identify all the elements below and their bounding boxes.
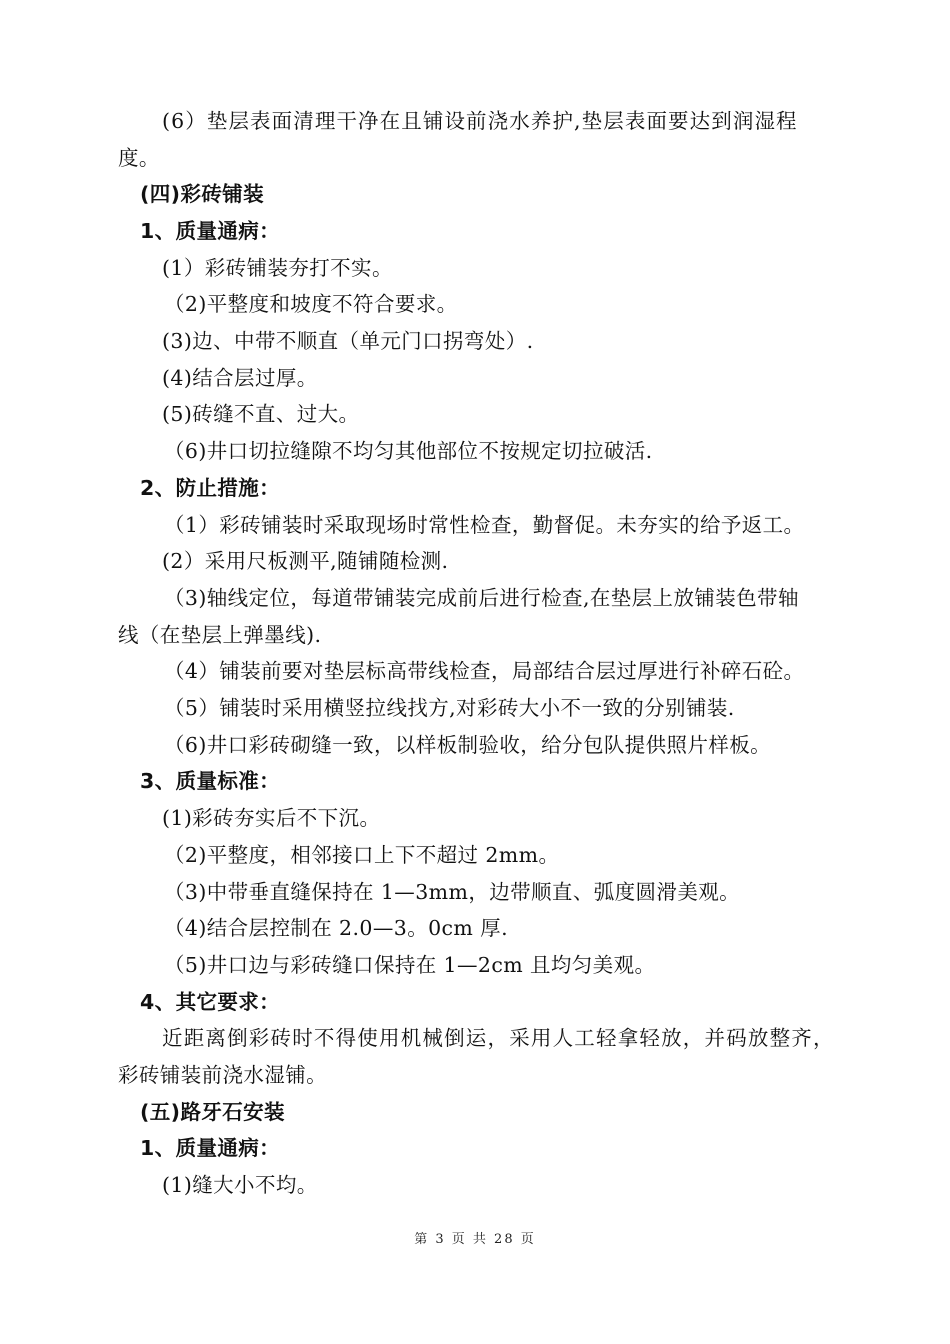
list-item: （4)结合层控制在 2.0—3。0cm 厚. — [164, 916, 508, 940]
section-heading: (五)路牙石安装 — [140, 1100, 285, 1124]
paragraph-line: 度。 — [118, 146, 160, 170]
list-item: （6)井口切拉缝隙不均匀其他部位不按规定切拉破活. — [164, 439, 653, 463]
list-item: （5）铺装时采用横竖拉线找方,对彩砖大小不一致的分别铺装. — [164, 696, 735, 720]
subsection-heading: 3、质量标准： — [140, 769, 281, 793]
paragraph-line: 彩砖铺装前浇水湿铺。 — [118, 1063, 327, 1087]
subsection-heading: 4、其它要求： — [140, 990, 281, 1014]
list-item: (1）彩砖铺装夯打不实。 — [162, 256, 393, 280]
list-item: (2）采用尺板测平,随铺随检测. — [162, 549, 449, 573]
list-item: （1）彩砖铺装时采取现场时常性检查，勤督促。未夯实的给予返工。 — [164, 513, 805, 537]
list-item: (3)边、中带不顺直（单元门口拐弯处）. — [162, 329, 534, 353]
paragraph-line: (6）垫层表面清理干净在且铺设前浇水养护,垫层表面要达到润湿程 — [162, 109, 798, 133]
list-item: （5)井口边与彩砖缝口保持在 1—2cm 且均匀美观。 — [164, 953, 656, 977]
list-item: (5)砖缝不直、过大。 — [162, 402, 360, 426]
section-heading: (四)彩砖铺装 — [140, 182, 265, 206]
subsection-heading: 1、质量通病： — [140, 1136, 281, 1160]
subsection-heading: 2、防止措施： — [140, 476, 281, 500]
list-item: （4）铺装前要对垫层标高带线检查，局部结合层过厚进行补碎石砼。 — [164, 659, 805, 683]
list-item: （2)平整度，相邻接口上下不超过 2mm。 — [164, 843, 560, 867]
list-item: (1)彩砖夯实后不下沉。 — [162, 806, 381, 830]
subsection-heading: 1、质量通病： — [140, 219, 281, 243]
page-number-footer: 第 3 页 共 28 页 — [414, 1232, 536, 1247]
list-item: (4)结合层过厚。 — [162, 366, 318, 390]
list-item: （2)平整度和坡度不符合要求。 — [164, 292, 458, 316]
list-item: (1)缝大小不均。 — [162, 1173, 318, 1197]
list-item: （3)轴线定位，每道带铺装完成前后进行检查,在垫层上放铺装色带轴 — [164, 586, 799, 610]
list-item-continuation: 线（在垫层上弹墨线). — [118, 623, 322, 647]
list-item: （6)井口彩砖砌缝一致，以样板制验收，给分包队提供照片样板。 — [164, 733, 772, 757]
list-item: （3)中带垂直缝保持在 1—3mm，边带顺直、弧度圆滑美观。 — [164, 880, 741, 904]
paragraph-line: 近距离倒彩砖时不得使用机械倒运，采用人工轻拿轻放，并码放整齐， — [162, 1026, 835, 1050]
